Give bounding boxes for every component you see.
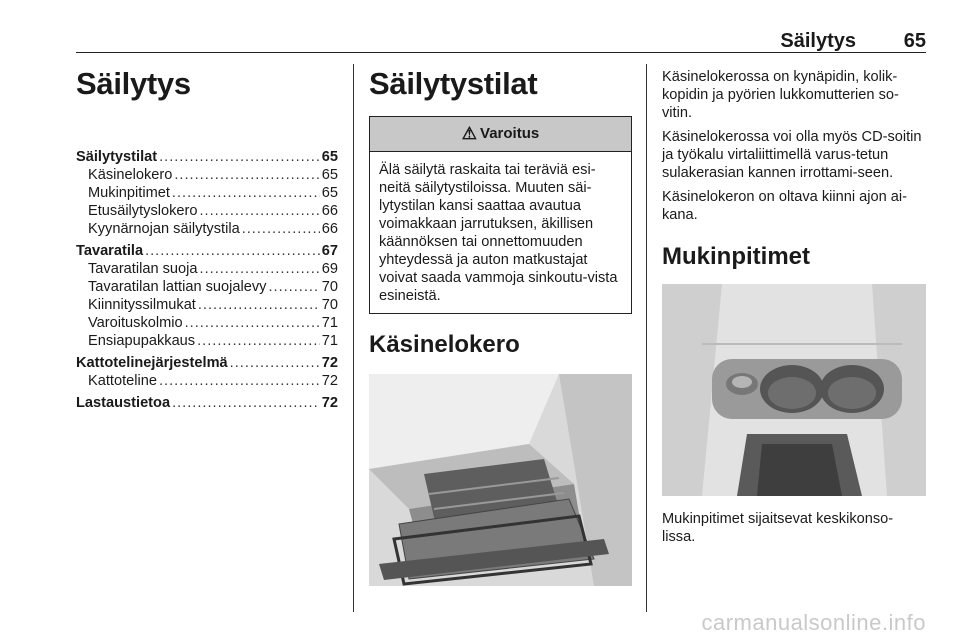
glovebox-paragraphs — [662, 60, 926, 224]
toc-leader-dots — [230, 354, 320, 372]
warning-text: Älä säilytä raskaita tai teräviä esi-neitä säilytystiloissa. Muuten säi-lytystilan kansi saattaa avautua voimakkaan jarrutuksen, äkillisen käännöksen tai onnettomuuden yhteydessä ja auton matkustajat voivat saada vammoja sinkoutu-vista esineistä. — [379, 162, 618, 304]
paragraph: Käsinelokerossa voi olla myös CD-soitin ja työkalu virtaliittimellä varus-tetun sulakerasian kannen irrottami-seen. — [662, 129, 922, 181]
column-divider — [353, 64, 354, 612]
page-number: 65 — [903, 30, 926, 52]
toc-entry-page: 67 — [321, 243, 338, 259]
toc-entry-label: Käsinelokero — [88, 167, 173, 183]
watermark: carmanualsonline.info — [701, 610, 926, 635]
toc-leader-dots — [242, 220, 320, 238]
toc-entry-label: Varoituskolmio — [88, 315, 183, 331]
toc-entry-page: 65 — [321, 185, 338, 201]
toc-entry-label: Kattoteline — [88, 373, 157, 389]
toc-entry-page: 71 — [321, 315, 338, 331]
toc-entry-label: Tavaratilan lattian suojalevy — [88, 279, 267, 295]
toc-entry[interactable] — [76, 166, 338, 184]
toc-column — [76, 60, 338, 412]
toc-leader-dots — [268, 278, 319, 296]
toc-entry-page: 66 — [321, 221, 338, 237]
toc-leader-dots — [200, 202, 320, 220]
toc-entry[interactable] — [76, 278, 338, 296]
toc-entry-label: Mukinpitimet — [88, 185, 170, 201]
toc-leader-dots — [159, 148, 320, 166]
toc-leader-dots — [198, 296, 320, 314]
toc-entry-label: Lastaustietoa — [76, 395, 171, 411]
toc-entry-page: 72 — [321, 373, 338, 389]
toc-entry[interactable] — [76, 220, 338, 238]
toc-entry-page: 66 — [321, 203, 338, 219]
toc-entry-page: 72 — [321, 395, 338, 411]
toc-entry-label: Kiinnityssilmukat — [88, 297, 196, 313]
toc-entry-label: Säilytystilat — [76, 149, 158, 165]
section-title: Säilytystilat — [369, 66, 538, 101]
toc-entry-page: 70 — [321, 279, 338, 295]
running-title: Säilytys — [780, 30, 856, 52]
toc-leader-dots — [172, 184, 320, 202]
toc-entry[interactable] — [76, 242, 338, 260]
cupholder-image — [662, 284, 926, 496]
toc-entry-page: 65 — [321, 149, 338, 165]
toc-entry-label: Ensiapupakkaus — [88, 333, 196, 349]
cupholder-caption: Mukinpitimet sijaitsevat keskikonso-lissa. — [662, 511, 894, 545]
subsection-title-glovebox: Käsinelokero — [369, 331, 520, 358]
paragraph: Käsinelokerossa on kynäpidin, kolik-kopidin ja pyörien lukkomutterien so-vitin. — [662, 69, 899, 121]
page-header — [76, 30, 926, 53]
toc-entry[interactable] — [76, 260, 338, 278]
toc-leader-dots — [185, 314, 320, 332]
warning-box — [369, 116, 632, 314]
table-of-contents — [76, 148, 338, 412]
toc-leader-dots — [172, 394, 320, 412]
toc-entry-page: 70 — [321, 297, 338, 313]
content-column-middle — [369, 60, 632, 586]
toc-entry[interactable] — [76, 332, 338, 350]
toc-entry-label: Kattotelinejärjestelmä — [76, 355, 228, 371]
toc-entry[interactable] — [76, 202, 338, 220]
toc-entry[interactable] — [76, 314, 338, 332]
glovebox-image — [369, 374, 632, 586]
toc-leader-dots — [174, 166, 319, 184]
warning-triangle-icon: ⚠ — [461, 124, 478, 143]
warning-title: Varoitus — [480, 125, 540, 142]
subsection-title-cupholders: Mukinpitimet — [662, 243, 810, 270]
toc-entry[interactable] — [76, 394, 338, 412]
content-column-right — [662, 60, 926, 552]
toc-entry-label: Etusäilytyslokero — [88, 203, 198, 219]
toc-entry[interactable] — [76, 296, 338, 314]
column-divider — [646, 64, 647, 612]
toc-leader-dots — [200, 260, 320, 278]
toc-entry[interactable] — [76, 148, 338, 166]
toc-entry-label: Tavaratilan suoja — [88, 261, 198, 277]
toc-leader-dots — [197, 332, 320, 350]
toc-entry-page: 65 — [321, 167, 338, 183]
toc-entry-label: Tavaratila — [76, 243, 144, 259]
chapter-title: Säilytys — [76, 66, 191, 101]
toc-entry[interactable] — [76, 354, 338, 372]
toc-entry-page: 72 — [321, 355, 338, 371]
toc-entry-page: 71 — [321, 333, 338, 349]
paragraph: Käsinelokeron on oltava kiinni ajon ai-kana. — [662, 189, 908, 223]
toc-leader-dots — [159, 372, 320, 390]
toc-leader-dots — [145, 242, 320, 260]
toc-entry-label: Kyynärnojan säilytystila — [88, 221, 240, 237]
toc-entry[interactable] — [76, 372, 338, 390]
toc-entry-page: 69 — [321, 261, 338, 277]
warning-header — [370, 117, 631, 152]
toc-entry[interactable] — [76, 184, 338, 202]
